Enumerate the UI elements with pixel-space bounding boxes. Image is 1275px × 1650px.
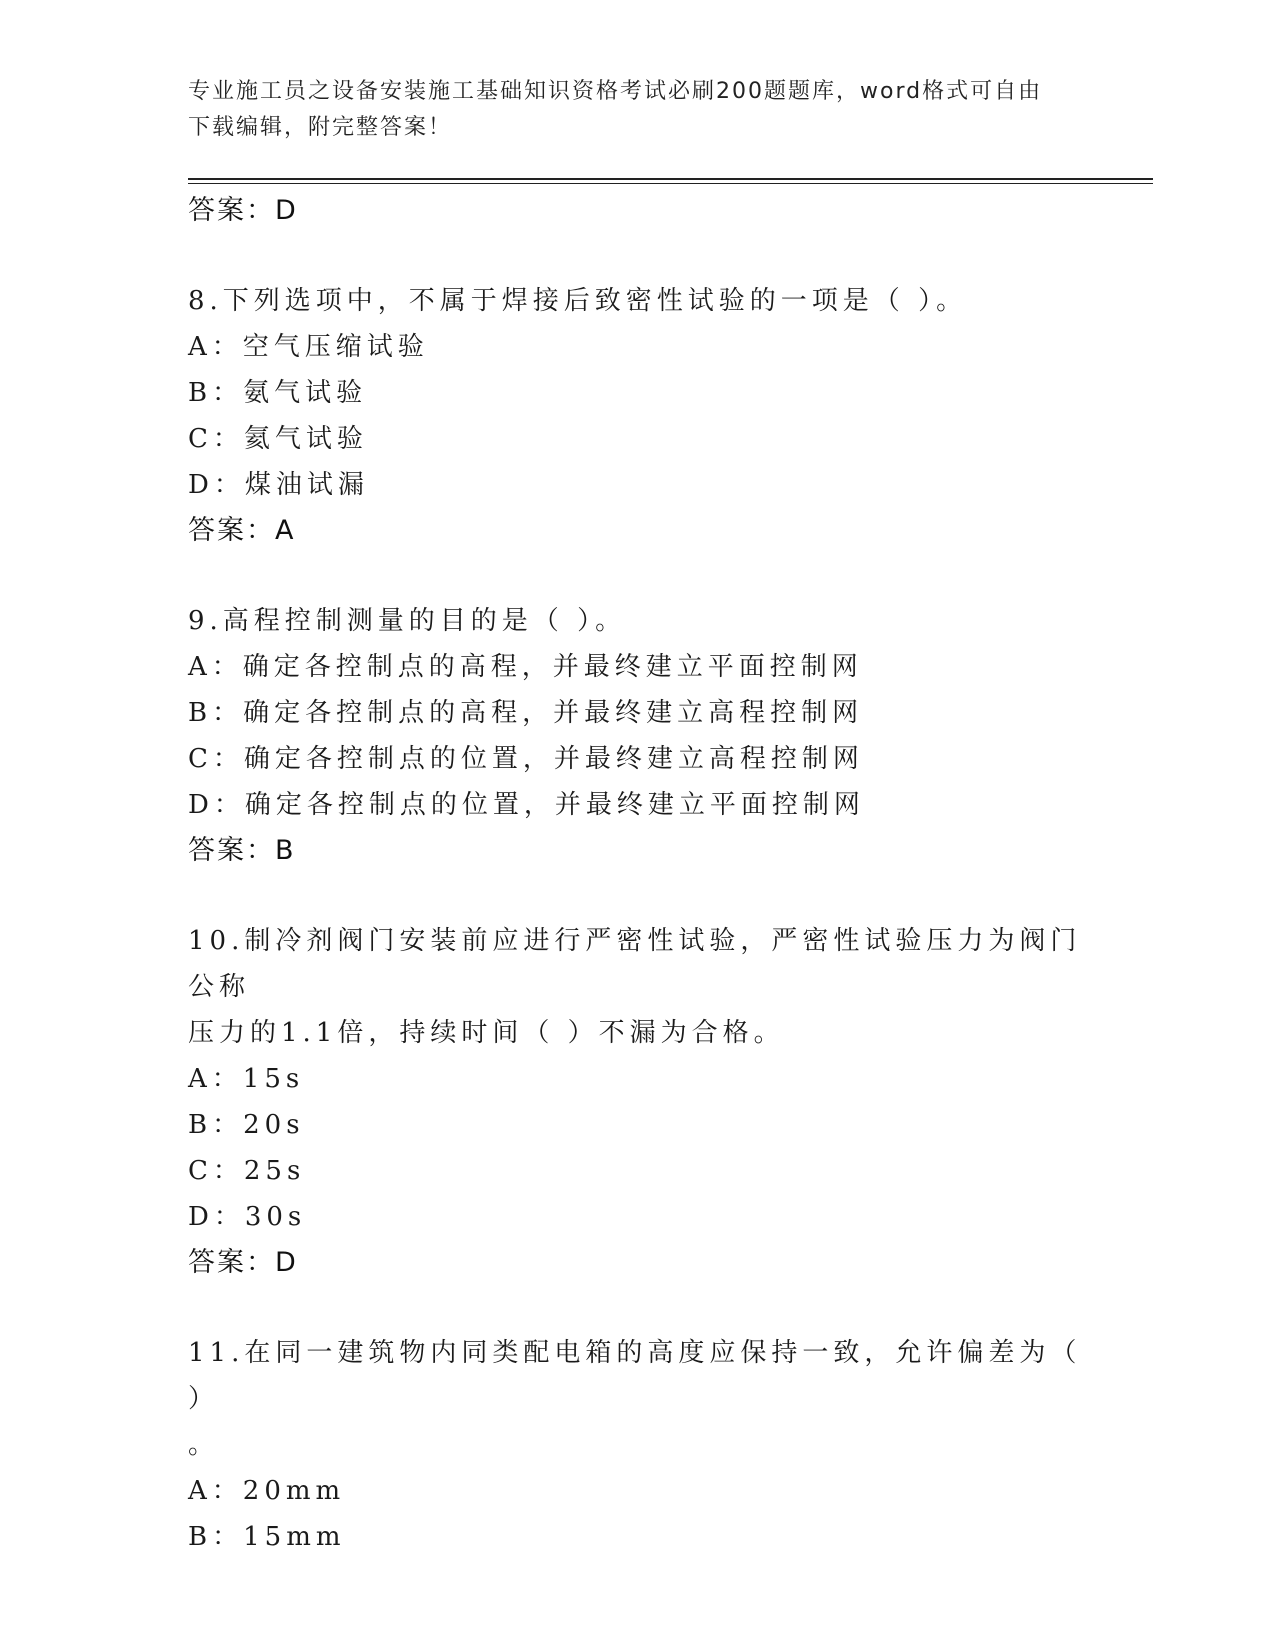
header-rule-thin [188, 183, 1153, 184]
question-8 [188, 278, 1088, 554]
option-a: A：20mm [188, 1476, 346, 1506]
question-stem-line-2: 压力的1.1倍，持续时间（ ）不漏为合格。 [188, 1018, 785, 1048]
answer-line: 答案：B [188, 835, 296, 866]
answer-line: 答案：D [188, 195, 298, 226]
spacer [188, 554, 1088, 598]
option-b: B：确定各控制点的高程，并最终建立高程控制网 [188, 698, 864, 728]
question-11 [188, 1330, 1088, 1560]
option-d: D：确定各控制点的位置，并最终建立平面控制网 [188, 790, 865, 820]
option-a: A：确定各控制点的高程，并最终建立平面控制网 [188, 652, 863, 682]
question-stem-line-2: 。 [188, 1430, 220, 1460]
spacer [188, 234, 1088, 278]
question-10 [188, 918, 1088, 1286]
question-stem: 9.高程控制测量的目的是（ ）。 [188, 606, 627, 636]
question-9 [188, 598, 1088, 874]
option-b: B：15mm [188, 1522, 346, 1552]
spacer [188, 1286, 1088, 1330]
option-d: D：煤油试漏 [188, 470, 369, 500]
answer-line: 答案：A [188, 515, 296, 546]
header-rule-thick [188, 178, 1153, 180]
question-stem-line-1: 11.在同一建筑物内同类配电箱的高度应保持一致，允许偏差为（ ） [188, 1338, 1082, 1414]
question-stem: 8.下列选项中，不属于焊接后致密性试验的一项是（ ）。 [188, 286, 968, 316]
answer-line: 答案：D [188, 1247, 298, 1278]
page-header [188, 74, 1078, 146]
option-c: C：氦气试验 [188, 424, 368, 454]
option-d: D：30s [188, 1202, 307, 1232]
option-b: B：20s [188, 1110, 305, 1140]
spacer [188, 874, 1088, 918]
question-stem-line-1: 10.制冷剂阀门安装前应进行严密性试验，严密性试验压力为阀门公称 [188, 926, 1082, 1002]
header-line-2: 下载编辑，附完整答案！ [188, 115, 453, 140]
document-body [188, 188, 1088, 1560]
option-b: B：氨气试验 [188, 378, 368, 408]
option-c: C：25s [188, 1156, 306, 1186]
header-line-1: 专业施工员之设备安装施工基础知识资格考试必刷200题题库，word格式可自由 [188, 79, 1043, 104]
option-a: A：15s [188, 1064, 305, 1094]
option-c: C：确定各控制点的位置，并最终建立高程控制网 [188, 744, 864, 774]
option-a: A：空气压缩试验 [188, 332, 429, 362]
